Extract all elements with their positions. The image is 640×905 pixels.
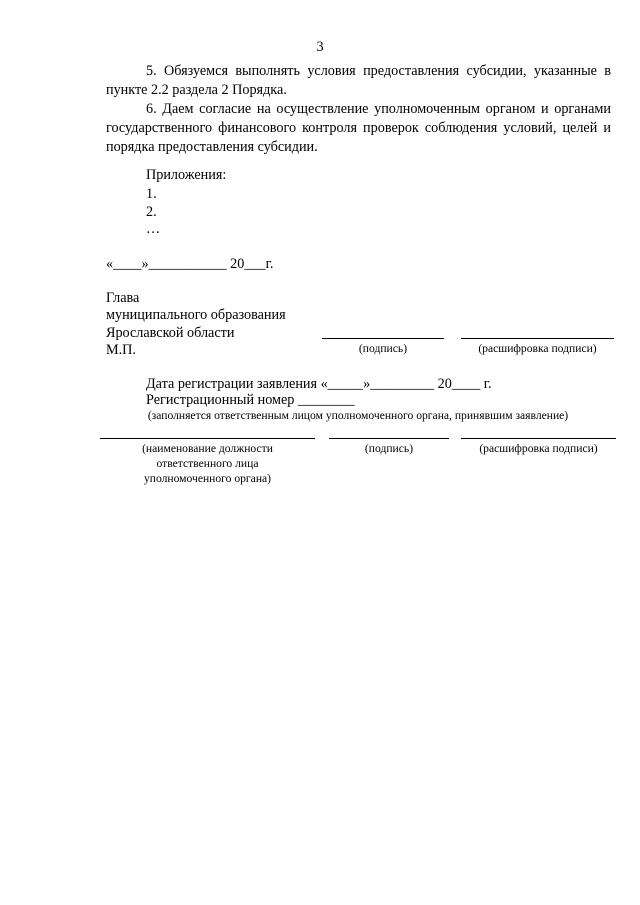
decode-caption: (расшифровка подписи)	[478, 342, 597, 355]
position-caption: уполномоченного органа)	[143, 472, 272, 485]
signature-line	[322, 338, 444, 339]
position-line	[100, 438, 315, 439]
position-caption: (наименование должности	[142, 442, 273, 455]
page-number: 3	[316, 39, 324, 55]
signature-caption: (подпись)	[358, 342, 408, 355]
appendix-item: …	[146, 221, 161, 237]
signatory-region: Ярославской области	[106, 325, 235, 341]
appendix-title: Приложения:	[146, 167, 227, 183]
reg-signature-line	[329, 438, 449, 439]
paragraph-6: 6. Даем согласие на осуществление уполномоченным органом и органами государственного финансового контроля проверок соблюдения условий, целей и порядка предоставления субсидии.	[106, 101, 611, 155]
registration-date: Дата регистрации заявления «_____»_________ 20____ г.	[146, 376, 492, 392]
reg-decode-line	[461, 438, 616, 439]
paragraph-5: 5. Обязуемся выполнять условия предоставления субсидии, указанные в пункте 2.2 раздела 2 Порядка.	[106, 63, 611, 98]
date-line: «____»___________ 20___г.	[106, 256, 274, 272]
position-caption: ответственного лица	[156, 457, 259, 470]
appendix-item: 1.	[146, 186, 157, 202]
registration-note: (заполняется ответственным лицом уполномоченного органа, принявшим заявление)	[147, 409, 569, 422]
stamp-label: М.П.	[106, 342, 136, 358]
decode-line	[461, 338, 614, 339]
reg-signature-caption: (подпись)	[364, 442, 414, 455]
signatory-title: Глава	[106, 290, 140, 306]
reg-decode-caption: (расшифровка подписи)	[479, 442, 598, 455]
registration-number: Регистрационный номер ________	[146, 392, 355, 408]
appendix-item: 2.	[146, 204, 157, 220]
signatory-municipality: муниципального образования	[106, 307, 286, 323]
